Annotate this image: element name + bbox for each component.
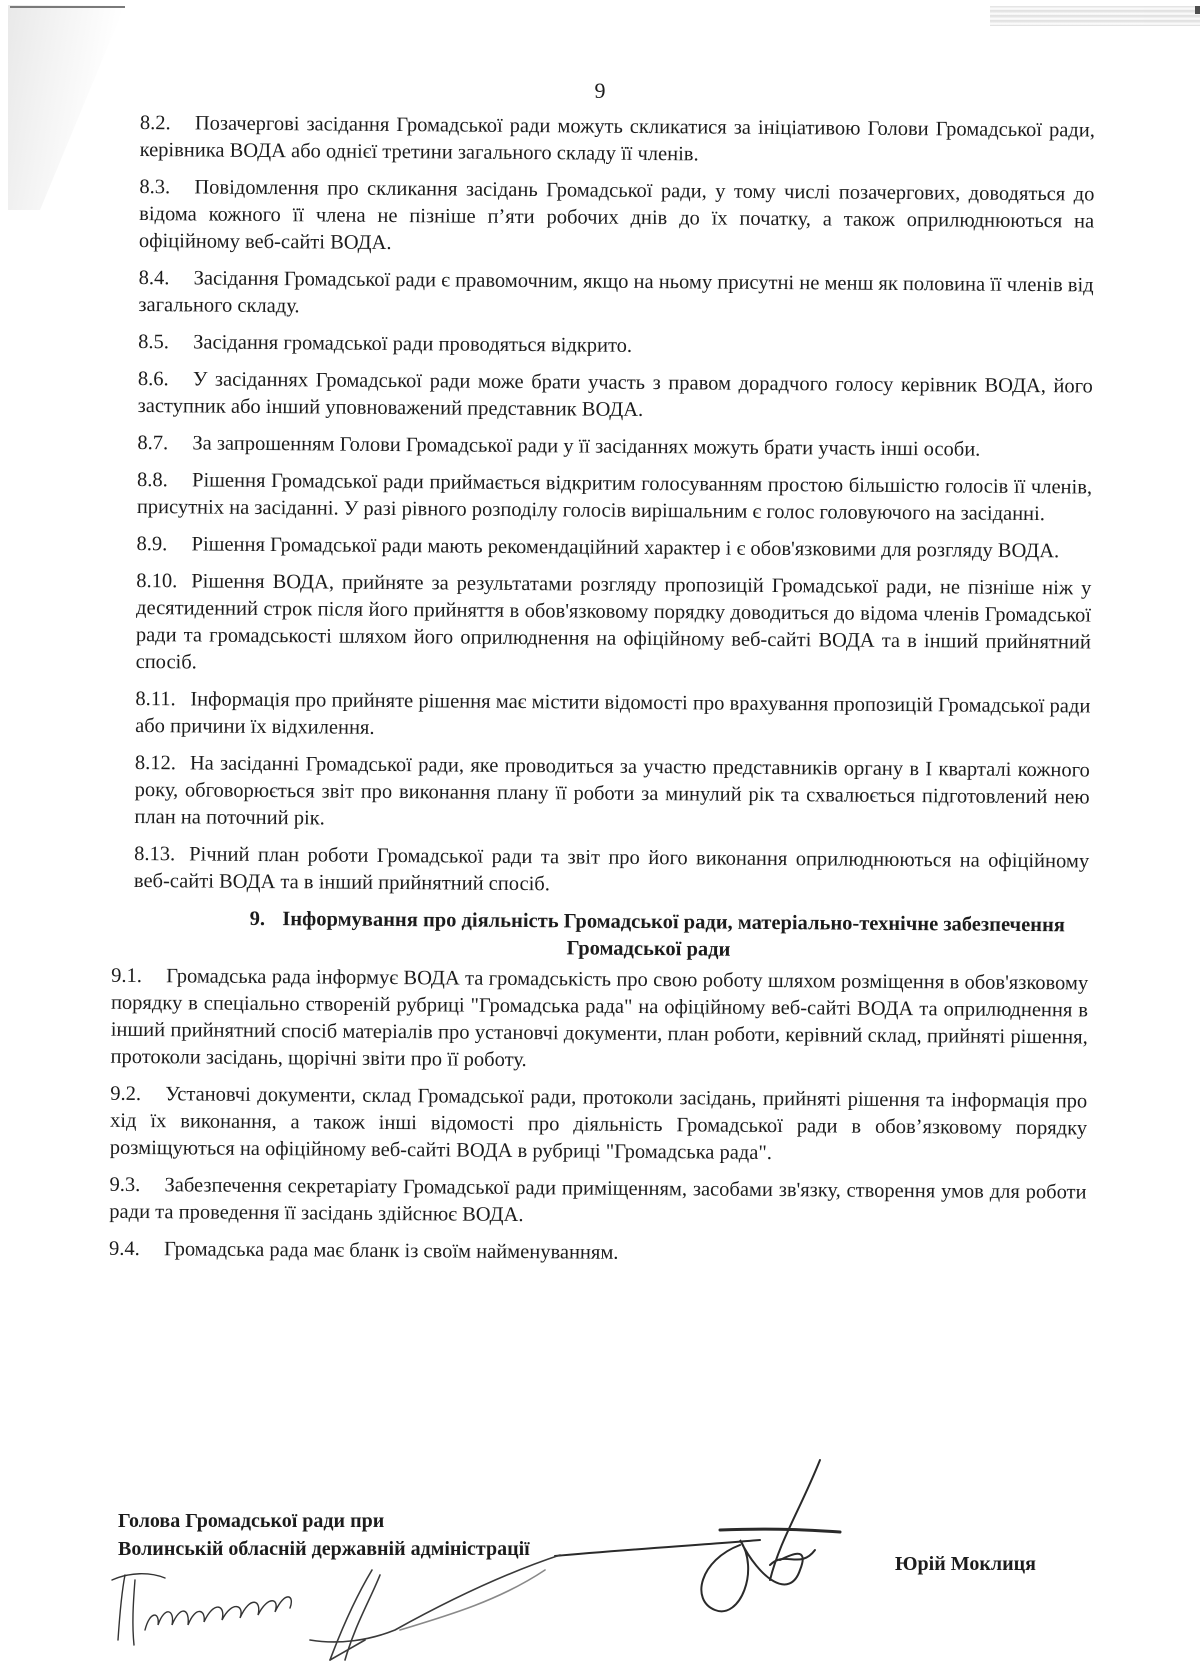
paragraph-number: 8.13. bbox=[134, 842, 176, 866]
paragraph-8-7 bbox=[137, 430, 1092, 464]
paragraph-number: 8.4. bbox=[138, 266, 170, 290]
paragraph-9-2 bbox=[110, 1081, 1088, 1170]
paragraph-text: Забезпечення секретаріату Громадської ради приміщенням, засобами зв'язку, створення умов для роботи ради та проведення її засідань здійснює ВОДА. bbox=[109, 1174, 1087, 1227]
paragraph-8-8 bbox=[137, 467, 1092, 528]
paragraph-text: Засідання Громадської ради є правомочним, якщо на ньому присутні не менш як половина її членів від загального складу. bbox=[138, 267, 1094, 318]
paragraph-text: За запрошенням Голови Громадської ради у її засіданнях можуть брати участь інші особи. bbox=[192, 432, 981, 461]
paragraph-number: 8.2. bbox=[139, 111, 171, 135]
paragraph-number: 8.3. bbox=[139, 175, 171, 199]
document-body bbox=[108, 110, 1095, 1280]
paragraph-number: 8.11. bbox=[135, 687, 176, 711]
signatory-name: Юрій Моклиця bbox=[895, 1553, 1036, 1575]
paragraph-number: 8.7. bbox=[137, 431, 169, 455]
paragraph-text: Позачергові засідання Громадської ради можуть скликатися за ініціативою Голови Громадської ради, керівника ВОДА або однієї третини загального складу її членів. bbox=[139, 112, 1095, 166]
paragraph-text: На засіданні Громадської ради, яке проводиться за участю представників органу в I кварталі кожного року, обговорюється звіт про виконання плану її роботи за минулий рік та схвалюється підготовлений нею план на поточний рік. bbox=[134, 752, 1090, 830]
paragraph-text: Річний план роботи Громадської ради та звіт про його виконання оприлюднюються на офіційному веб-сайті ВОДА та в інший прийнятний спосіб. bbox=[133, 843, 1090, 896]
paragraph-9-1 bbox=[110, 963, 1088, 1079]
paragraph-text: Громадська рада інформує ВОДА та громадськість про свою роботу шляхом розміщення в обов'язковому порядку в спеціально створеній рубриці "Громадська рада" на офіційному веб-сайті ВОДА та оприлюднення в інший прийнятний спосіб матеріалів про установчі документи, план роботи, керівний склад, прийняті рішення, протоколи засідань, щорічні звіти про її роботу. bbox=[110, 965, 1089, 1072]
paragraph-number: 8.8. bbox=[137, 468, 168, 492]
paragraph-9-3 bbox=[109, 1172, 1086, 1234]
paragraph-8-5 bbox=[138, 329, 1093, 363]
paragraph-number: 9.3. bbox=[109, 1173, 141, 1197]
paragraph-number: 8.9. bbox=[136, 532, 168, 556]
paragraph-8-4 bbox=[138, 265, 1093, 326]
paragraph-text: Рішення Громадської ради мають рекомендаційний характер і є обов'язковими для розгляду ВОДА. bbox=[191, 533, 1060, 563]
signature-secondary-icon bbox=[275, 1555, 560, 1660]
paragraph-number: 8.6. bbox=[137, 367, 169, 391]
paragraph-number: 8.10. bbox=[136, 569, 178, 593]
signature-main-icon bbox=[555, 1460, 840, 1611]
signatory-title-line-1: Голова Громадської ради при bbox=[118, 1510, 385, 1532]
section-title: Інформування про діяльність Громадської ради, матеріально-технічне забезпечення Громадської ради bbox=[282, 908, 1066, 961]
paragraph-text: Засідання громадської ради проводяться відкрито. bbox=[193, 331, 633, 357]
signatory-title bbox=[118, 1507, 530, 1563]
paragraph-8-3 bbox=[139, 174, 1095, 262]
paragraph-number: 8.12. bbox=[134, 751, 176, 775]
paragraph-text: У засіданнях Громадської ради може брати участь з правом дорадчого голосу керівник ВОДА, його заступник або інший уповноважений представник ВОДА. bbox=[137, 368, 1093, 421]
paragraph-8-6 bbox=[138, 366, 1093, 427]
paragraph-text: Інформація про прийняте рішення має містити відомості про врахування пропозицій Громадської ради або причини їх відхилення. bbox=[135, 688, 1091, 739]
paragraph-text: Рішення Громадської ради приймається відкритим голосуванням простою більшістю голосів її членів, присутніх на засіданні. У разі рівного розподілу голосів вирішальним є голос головуючого на засіданні. bbox=[136, 469, 1093, 526]
section-9 bbox=[108, 963, 1089, 1270]
paragraph-number: 9.4. bbox=[108, 1237, 140, 1261]
scan-edge-artifact bbox=[10, 6, 125, 8]
handwritten-note-icon bbox=[112, 1574, 291, 1645]
scan-fold-artifact bbox=[0, 0, 130, 210]
paragraph-8-11 bbox=[135, 686, 1090, 747]
scan-streak-artifact bbox=[990, 6, 1200, 26]
signatory-title-line-2: Волинській обласній державній адміністрації bbox=[118, 1538, 530, 1560]
paragraph-number: 9.1. bbox=[111, 964, 143, 988]
paragraph-text: Повідомлення про скликання засідань Громадської ради, у тому числі позачергових, доводяться до відома кожного її члена не пізніше п’яти робочих днів до їх початку, а також оприлюднюються на офіційному веб-сайті ВОДА. bbox=[138, 176, 1095, 254]
section-9-heading bbox=[223, 906, 1073, 967]
paragraph-8-13 bbox=[134, 841, 1089, 902]
paragraph-9-4 bbox=[109, 1236, 1086, 1271]
paragraph-8-12 bbox=[134, 750, 1090, 838]
paragraph-8-10 bbox=[136, 568, 1092, 683]
paragraph-text: Громадська рада має бланк із своїм найменуванням. bbox=[163, 1238, 619, 1264]
paragraph-number: 9.2. bbox=[110, 1082, 142, 1106]
section-number: 9. bbox=[249, 907, 266, 931]
paragraph-text: Установчі документи, склад Громадської ради, протоколи засідань, прийняті рішення та інформація про хід їх виконання, а також інші відомості про діяльність Громадської ради в обов’язковому порядку розміщуються на офіційному веб-сайті ВОДА в рубриці "Громадська рада". bbox=[109, 1083, 1088, 1164]
paragraph-text: Рішення ВОДА, прийняте за результатами розгляду пропозицій Громадської ради, не пізніше ніж у десятиденний строк після його прийняття в обов'язковому порядку доводиться до відома членів Громадської ради та громадськості шляхом його оприлюднення на офіційному веб-сайті ВОДА та в інший прийнятний спосіб. bbox=[135, 570, 1092, 674]
paragraph-8-9 bbox=[136, 531, 1091, 565]
section-8 bbox=[134, 110, 1095, 902]
paragraph-number: 8.5. bbox=[138, 330, 170, 354]
page-number: 9 bbox=[594, 78, 606, 103]
paragraph-8-2 bbox=[140, 110, 1095, 171]
